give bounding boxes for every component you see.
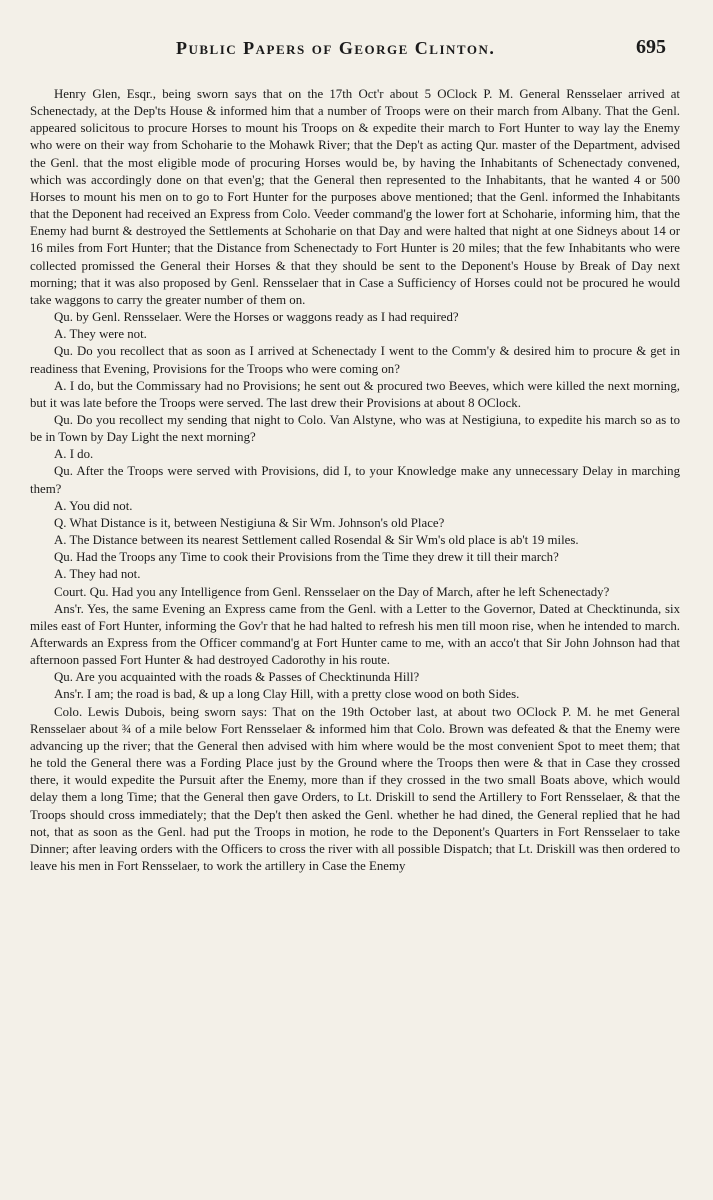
answer-paragraph: A. I do, but the Commissary had no Provisions; he sent out & procured two Beeves, which were killed the next morning, but it was late before the Troops were served. The last drew their Provisions at about 8 OClock. <box>30 378 680 410</box>
testimony-paragraph: Colo. Lewis Dubois, being sworn says: That on the 19th October last, at about two OClock P. M. he met General Rensselaer about ¾ of a mile below Fort Rensselaer & informed him that Colo. Brown was defeated & that the Enemy were advancing up the river; that the General then advised with him where would be the most convenient Spot to meet them; that he told the General there was a Fording Place just by the Ground where the Troops then were & that in Case they crossed there, it would expedite the Pursuit after the Enemy, more than if they crossed in the two small Boats above, which would delay them a long Time; that the General then gave Orders, to Lt. Driskill to send the Artillery to Fort Rensselaer, & that the Troops should cross immediately; that the Dep't then asked the Genl. whether he had dined, the General replied that he had not, that as soon as the Genl. had put the Troops in motion, he rode to the Deponent's Quarters in Fort Rensselaer to take Dinner; after leaving orders with the Officers to cross the river with all possible Dispatch; that Lt. Driskill was then ordered to leave his men in Fort Rensselaer, to work the artillery in Case the Enemy <box>30 704 680 874</box>
answer-paragraph: A. The Distance between its nearest Settlement called Rosendal & Sir Wm's old place is ab't 19 miles. <box>54 533 579 548</box>
question-paragraph: Qu. Do you recollect my sending that night to Colo. Van Alstyne, who was at Nestigiuna, to expedite his march so as to be in Town by Day Light the next morning? <box>30 412 680 445</box>
testimony-paragraph: Henry Glen, Esqr., being sworn says that on the 17th Oct'r about 5 OClock P. M. General Rensselaer arrived at Schenectady, at the Dep'ts House & informed him that a number of Troops were on their march from Albany. That the Genl. appeared solicitous to procure Horses to mount his Troops on & expedite their march to Fort Hunter to way lay the Enemy who were on their way from Schoharie to the Mohawk River; that the Dep't as acting Qur. master of the Department, advised the Genl. that the most eligible mode of procuring Horses would be, by having the Inhabitants of Schenectady convened, which was accordingly done on that even'g; that the General then represented to the Inhabitants, that he wanted 4 or 500 Horses to mount his men on to go to Fort Hunter for the purposes above mentioned; that the Genl. informed the Inhabitants that the Deponent had received an Express from Colo. Veeder command'g the lower fort at Schoharie, informing him, that the Enemy had burnt & destroyed the Settlements at Schoharie on that Day and were halted that night at one Sidneys about 14 or 16 miles from Fort Hunter; that the Distance from Schenectady to Fort Hunter is 20 miles; that the few Inhabitants who were collected promissed the General their Horses & that they should be sent to the Deponent's House by Break of Day next morning; that it was also proposed by Genl. Rensselaer that in Case a Sufficiency of Horses could not be procured he would take waggons to carry the greater number of them on. <box>30 87 680 307</box>
court-question-paragraph: Court. Qu. Had you any Intelligence from Genl. Rensselaer on the Day of March, after he left Schenectady? <box>54 584 610 599</box>
page-header <box>0 38 713 78</box>
answer-paragraph: A. You did not. <box>54 498 133 513</box>
page-number: 695 <box>636 36 666 58</box>
answer-paragraph: Ans'r. Yes, the same Evening an Express came from the Genl. with a Letter to the Governor, Dated at Checktinunda, six miles east of Fort Hunter, informing the Gov'r that he had halted to refresh his men till moon rise, when he intended to march. Afterwards an Express from the Officer command'g at Fort Hunter came to me, with an acco't that Sir John Johnson had that afternoon passed Fort Hunter & had destroyed Cadorothy in his route. <box>30 601 680 668</box>
question-paragraph: Qu. After the Troops were served with Provisions, did I, to your Knowledge make any unnecessary Delay in marching them? <box>30 464 680 496</box>
question-paragraph: Qu. by Genl. Rensselaer. Were the Horses or waggons ready as I had required? <box>54 310 459 325</box>
running-title: Public Papers of George Clinton. <box>176 38 496 58</box>
answer-paragraph: A. They had not. <box>54 567 141 582</box>
body-text <box>30 86 680 875</box>
question-paragraph: Qu. Had the Troops any Time to cook their Provisions from the Time they drew it till their march? <box>54 550 559 565</box>
question-paragraph: Qu. Do you recollect that as soon as I arrived at Schenectady I went to the Comm'y & desired him to procure & get in readiness that Evening, Provisions for the Troops who were coming on? <box>30 344 680 376</box>
question-paragraph: Q. What Distance is it, between Nestigiuna & Sir Wm. Johnson's old Place? <box>54 515 445 530</box>
answer-paragraph: Ans'r. I am; the road is bad, & up a long Clay Hill, with a pretty close wood on both Sides. <box>54 687 520 702</box>
answer-paragraph: A. I do. <box>54 447 94 462</box>
question-paragraph: Qu. Are you acquainted with the roads & Passes of Checktinunda Hill? <box>54 670 420 685</box>
answer-paragraph: A. They were not. <box>54 327 147 342</box>
